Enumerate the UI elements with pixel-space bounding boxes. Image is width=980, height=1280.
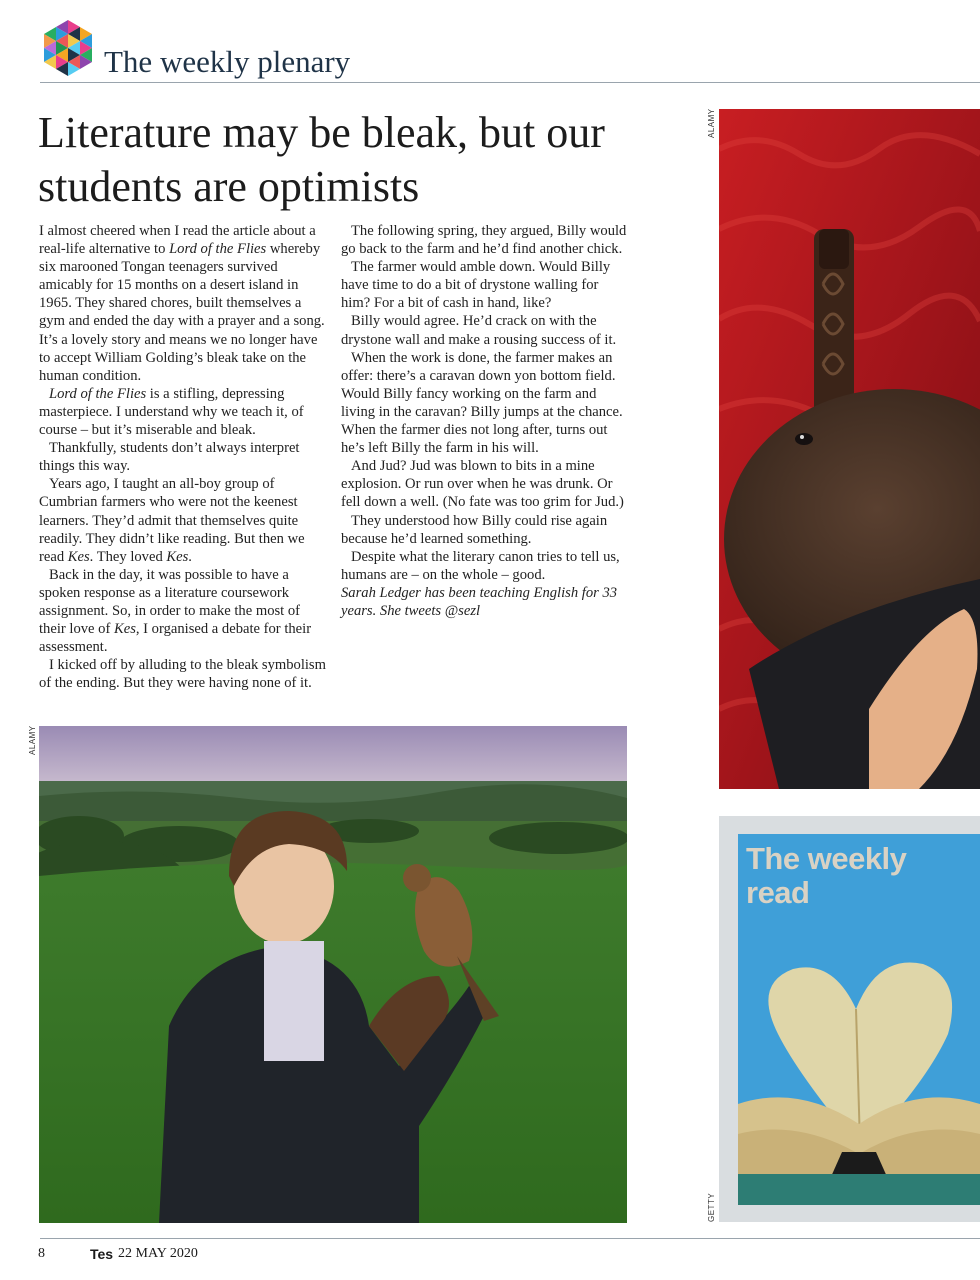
paragraph: I kicked off by alluding to the bleak symbolism of the ending. But they were having none of it. [39, 657, 326, 692]
paragraph: Lord of the Flies is a stifling, depressing masterpiece. I understand why we teach it, of course – but it’s miserable and bleak. [39, 385, 304, 439]
article-column-2 [341, 222, 629, 620]
article-headline: Literature may be bleak, but our students are optimists [38, 108, 605, 211]
paragraph: Years ago, I taught an all-boy group of Cumbrian farmers who were not the keenest learners. They’d admit that themselves quite readily. They didn’t like reading. But then we read Kes. They loved Kes. [39, 476, 305, 565]
paragraph: Back in the day, it was possible to have a spoken response as a literature coursework assignment. So, in order to make the most of their love of Kes, I organised a debate for their assessment. [39, 566, 312, 656]
paragraph: The farmer would amble down. Would Billy have time to do a bit of drystone walling for him? For a bit of cash in hand, like? [341, 259, 611, 312]
footer-rule [40, 1238, 980, 1239]
paragraph: I almost cheered when I read the article about a real-life alternative to Lord of the Flies whereby six marooned Tongan teenagers survived amicably for 15 months on a desert island in 1965. They shared chores, built themselves a gym and ended the day with a prayer and a song. It’s a lovely story and means we no longer have to accept William Golding’s bleak take on the human condition. [39, 223, 325, 384]
publication-name: Tes [90, 1246, 114, 1262]
paragraph: When the work is done, the farmer makes an offer: there’s a caravan down yon bottom field. Would Billy fancy working on the farm and living in the caravan? Billy jumps at the chance. When the farmer dies not long after, turns out he’s left Billy the farm in his will. [341, 349, 623, 457]
creature-photo [719, 109, 980, 789]
paragraph: The following spring, they argued, Billy would go back to the farm and he’d find another chick. [341, 223, 627, 258]
paragraph: They understood how Billy could rise again because he’d learned something. [341, 512, 608, 547]
section-title: The weekly plenary [104, 44, 351, 79]
article-column-1 [39, 222, 327, 692]
kes-boy-with-kestrel-photo [39, 726, 627, 1223]
page-number: 8 [38, 1246, 45, 1261]
photo-credit: GETTY [707, 1192, 716, 1222]
weekly-read-title: The weekly read [746, 841, 907, 910]
paragraph: And Jud? Jud was blown to bits in a mine explosion. Or run over when he was drunk. Or fell down a well. (No fate was too grim for Jud.) [341, 458, 624, 511]
tes-logo [40, 18, 96, 76]
weekly-read-card[interactable] [738, 834, 980, 1205]
paragraph: Billy would agree. He’d crack on with the drystone wall and make a rousing success of it. [341, 313, 617, 348]
author-byline: Sarah Ledger has been teaching English for 33 years. She tweets @sezl [341, 584, 618, 619]
photo-credit: ALAMY [28, 725, 37, 755]
header-rule [40, 82, 980, 83]
paragraph: Thankfully, students don’t always interpret things this way. [39, 440, 300, 475]
issue-date: 22 MAY 2020 [118, 1246, 198, 1261]
photo-credit: ALAMY [707, 108, 716, 138]
paragraph: Despite what the literary canon tries to tell us, humans are – on the whole – good. [341, 548, 620, 583]
